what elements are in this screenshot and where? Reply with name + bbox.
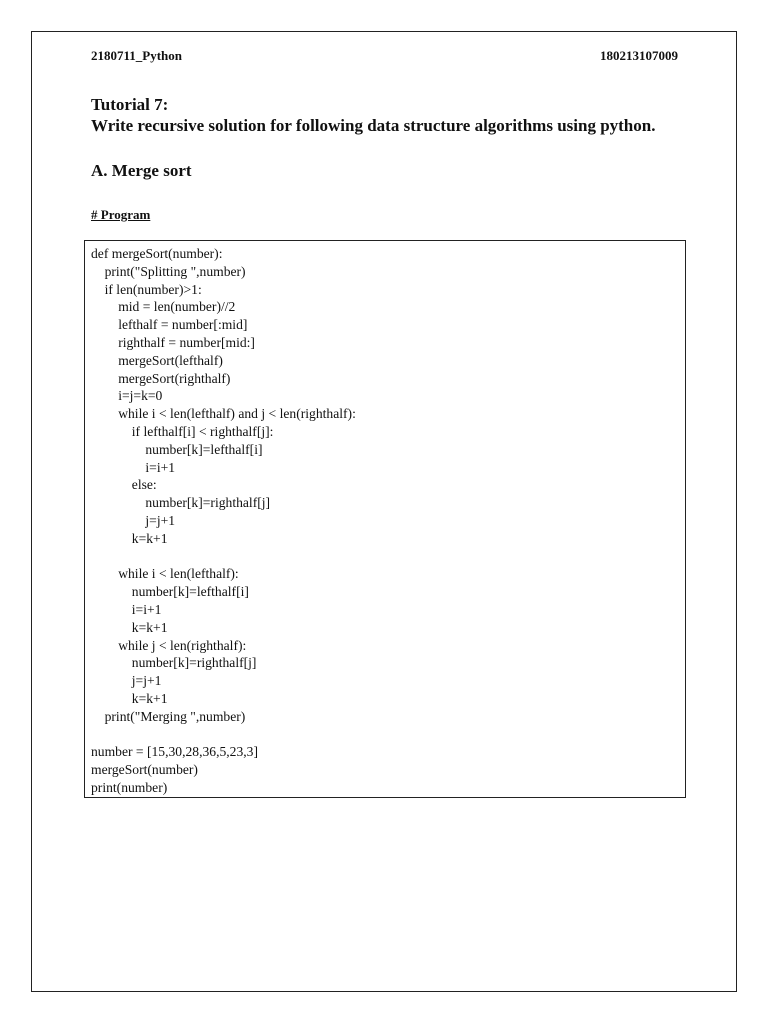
code-line: i=i+1 [91, 601, 162, 617]
section-heading: A. Merge sort [91, 161, 192, 180]
code-line: i=i+1 [91, 459, 176, 475]
code-block [84, 240, 686, 798]
code-line: if len(number)>1: [91, 281, 202, 297]
code-line: number[k]=lefthalf[i] [91, 584, 249, 600]
code-line: while i < len(lefthalf): [91, 566, 239, 582]
code-line: j=j+1 [91, 512, 176, 528]
code-line: mergeSort(number) [91, 762, 198, 778]
code-line: mergeSort(lefthalf) [91, 352, 223, 368]
code-line: print("Splitting ",number) [91, 263, 246, 279]
code-line: k=k+1 [91, 530, 168, 546]
code-line: else: [91, 477, 157, 493]
enrollment-number: 180213107009 [600, 48, 678, 63]
code-line: i=j=k=0 [91, 388, 163, 404]
code-line: j=j+1 [91, 673, 162, 689]
code-line: righthalf = number[mid:] [91, 334, 255, 350]
tutorial-subtitle: Write recursive solution for following data structure algorithms using python. [91, 116, 656, 135]
code-line: number[k]=righthalf[j] [91, 655, 257, 671]
code-line: while i < len(lefthalf) and j < len(righthalf): [91, 406, 356, 422]
code-line: print("Merging ",number) [91, 708, 246, 724]
code-line: number[k]=lefthalf[i] [91, 441, 263, 457]
code-line: if lefthalf[i] < righthalf[j]: [91, 423, 274, 439]
code-line: k=k+1 [91, 690, 168, 706]
code-line: k=k+1 [91, 619, 168, 635]
code-line [91, 548, 685, 566]
code-line: def mergeSort(number): [91, 246, 223, 261]
course-code: 2180711_Python [91, 48, 183, 63]
code-line: while j < len(righthalf): [91, 637, 247, 653]
code-line [91, 726, 685, 744]
code-line: mid = len(number)//2 [91, 299, 236, 315]
code-line: number = [15,30,28,36,5,23,3] [91, 744, 258, 760]
code-line: print(number) [91, 779, 168, 795]
code-line: mergeSort(righthalf) [91, 370, 231, 386]
code-line: number[k]=righthalf[j] [91, 495, 271, 511]
tutorial-title: Tutorial 7: [91, 95, 169, 114]
program-heading: # Program [91, 207, 151, 222]
code-line: lefthalf = number[:mid] [91, 317, 248, 333]
